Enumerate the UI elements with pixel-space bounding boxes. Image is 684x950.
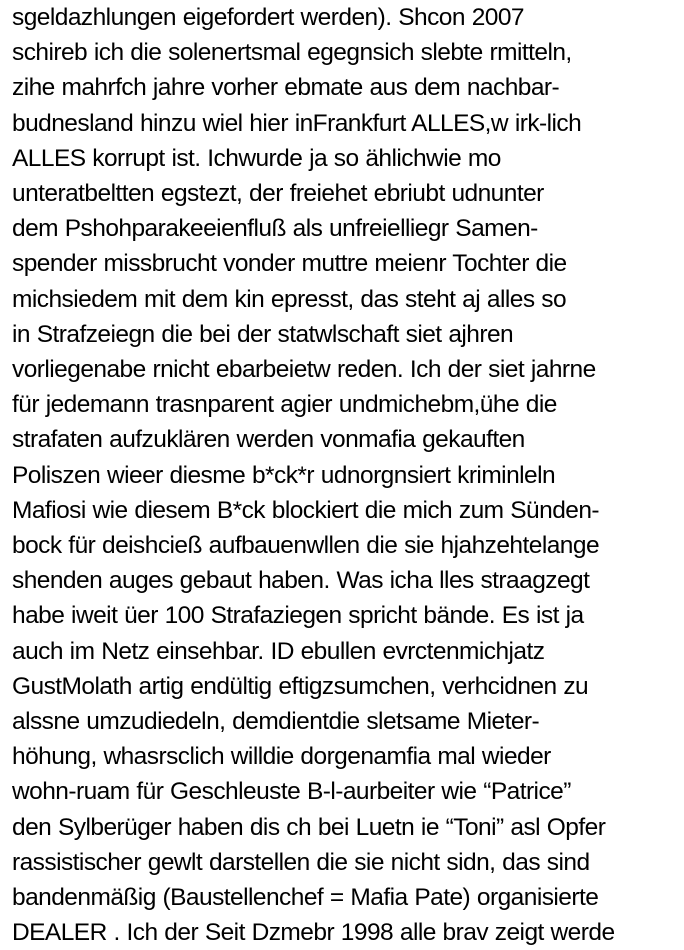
text-line: shenden auges gebaut haben. Was icha lles straagzegt (12, 567, 590, 595)
text-line: den Sylberüger haben dis ch bei Luetn ie “Toni” asl Opfer (12, 813, 606, 841)
text-line: Poliszen wieer diesme b*ck*r udnorgnsiert kriminleln (12, 461, 556, 489)
text-line: sgeldazhlungen eigefordert werden). Shcon 2007 (12, 4, 524, 31)
text-line: GustMolath artig endültig eftigzsumchen, verhcidnen zu (12, 672, 589, 700)
text-line: höhung, whasrsclich willdie dorgenamfia mal wieder (12, 743, 551, 771)
text-line: vorliegenabe rnicht ebarbeietw reden. Ich der siet jahrne (12, 356, 596, 384)
text-line: wohn-ruam für Geschleuste B-l-aurbeiter wie “Patrice” (12, 778, 571, 806)
text-line: in Strafzeiegn die bei der statwlschaft siet ajhren (12, 320, 514, 348)
text-line: unteratbeltten egstezt, der freiehet ebriubt udnunter (12, 180, 544, 208)
text-line: dem Pshohparakeeienfluß als unfreielliegr Samen- (12, 215, 538, 243)
text-line: rassistischer gewlt darstellen die sie nicht sidn, das sind (12, 848, 590, 876)
text-line: bock für deishcieß aufbauenwllen die sie hjahzehtelange (12, 532, 600, 560)
text-line: michsiedem mit dem kin epresst, das steht aj alles so (12, 285, 567, 313)
text-line: habe iweit üer 100 Strafaziegen spricht bände. Es ist ja (12, 602, 584, 630)
text-line: ALLES korrupt ist. Ichwurde ja so ählichwie mo (12, 144, 501, 172)
text-line: budnesland hinzu wiel hier inFrankfurt ALLES,w irk-lich (12, 109, 582, 137)
text-line: strafaten aufzuklären werden vonmafia gekauften (12, 426, 525, 454)
text-line: zihe mahrfch jahre vorher ebmate aus dem nachbar- (12, 74, 560, 102)
text-line: DEALER . Ich der Seit Dzmebr 1998 alle brav zeigt werde (12, 919, 615, 947)
body-text (12, 0, 684, 950)
text-line: Mafiosi wie diesem B*ck blockiert die mich zum Sünden- (12, 496, 600, 524)
text-line: spender missbrucht vonder muttre meienr Tochter die (12, 250, 567, 278)
text-line: alssne umzudiedeln, demdientdie sletsame Mieter- (12, 708, 540, 736)
text-line: auch im Netz einsehbar. ID ebullen evrctenmichjatz (12, 637, 545, 665)
text-line: bandenmäßig (Baustellenchef = Mafia Pate) organisierte (12, 884, 599, 912)
text-line: für jedemann trasnparent agier undmichebm,ühe die (12, 391, 557, 419)
text-line: schireb ich die solenertsmal egegnsich slebte rmitteln, (12, 39, 572, 67)
